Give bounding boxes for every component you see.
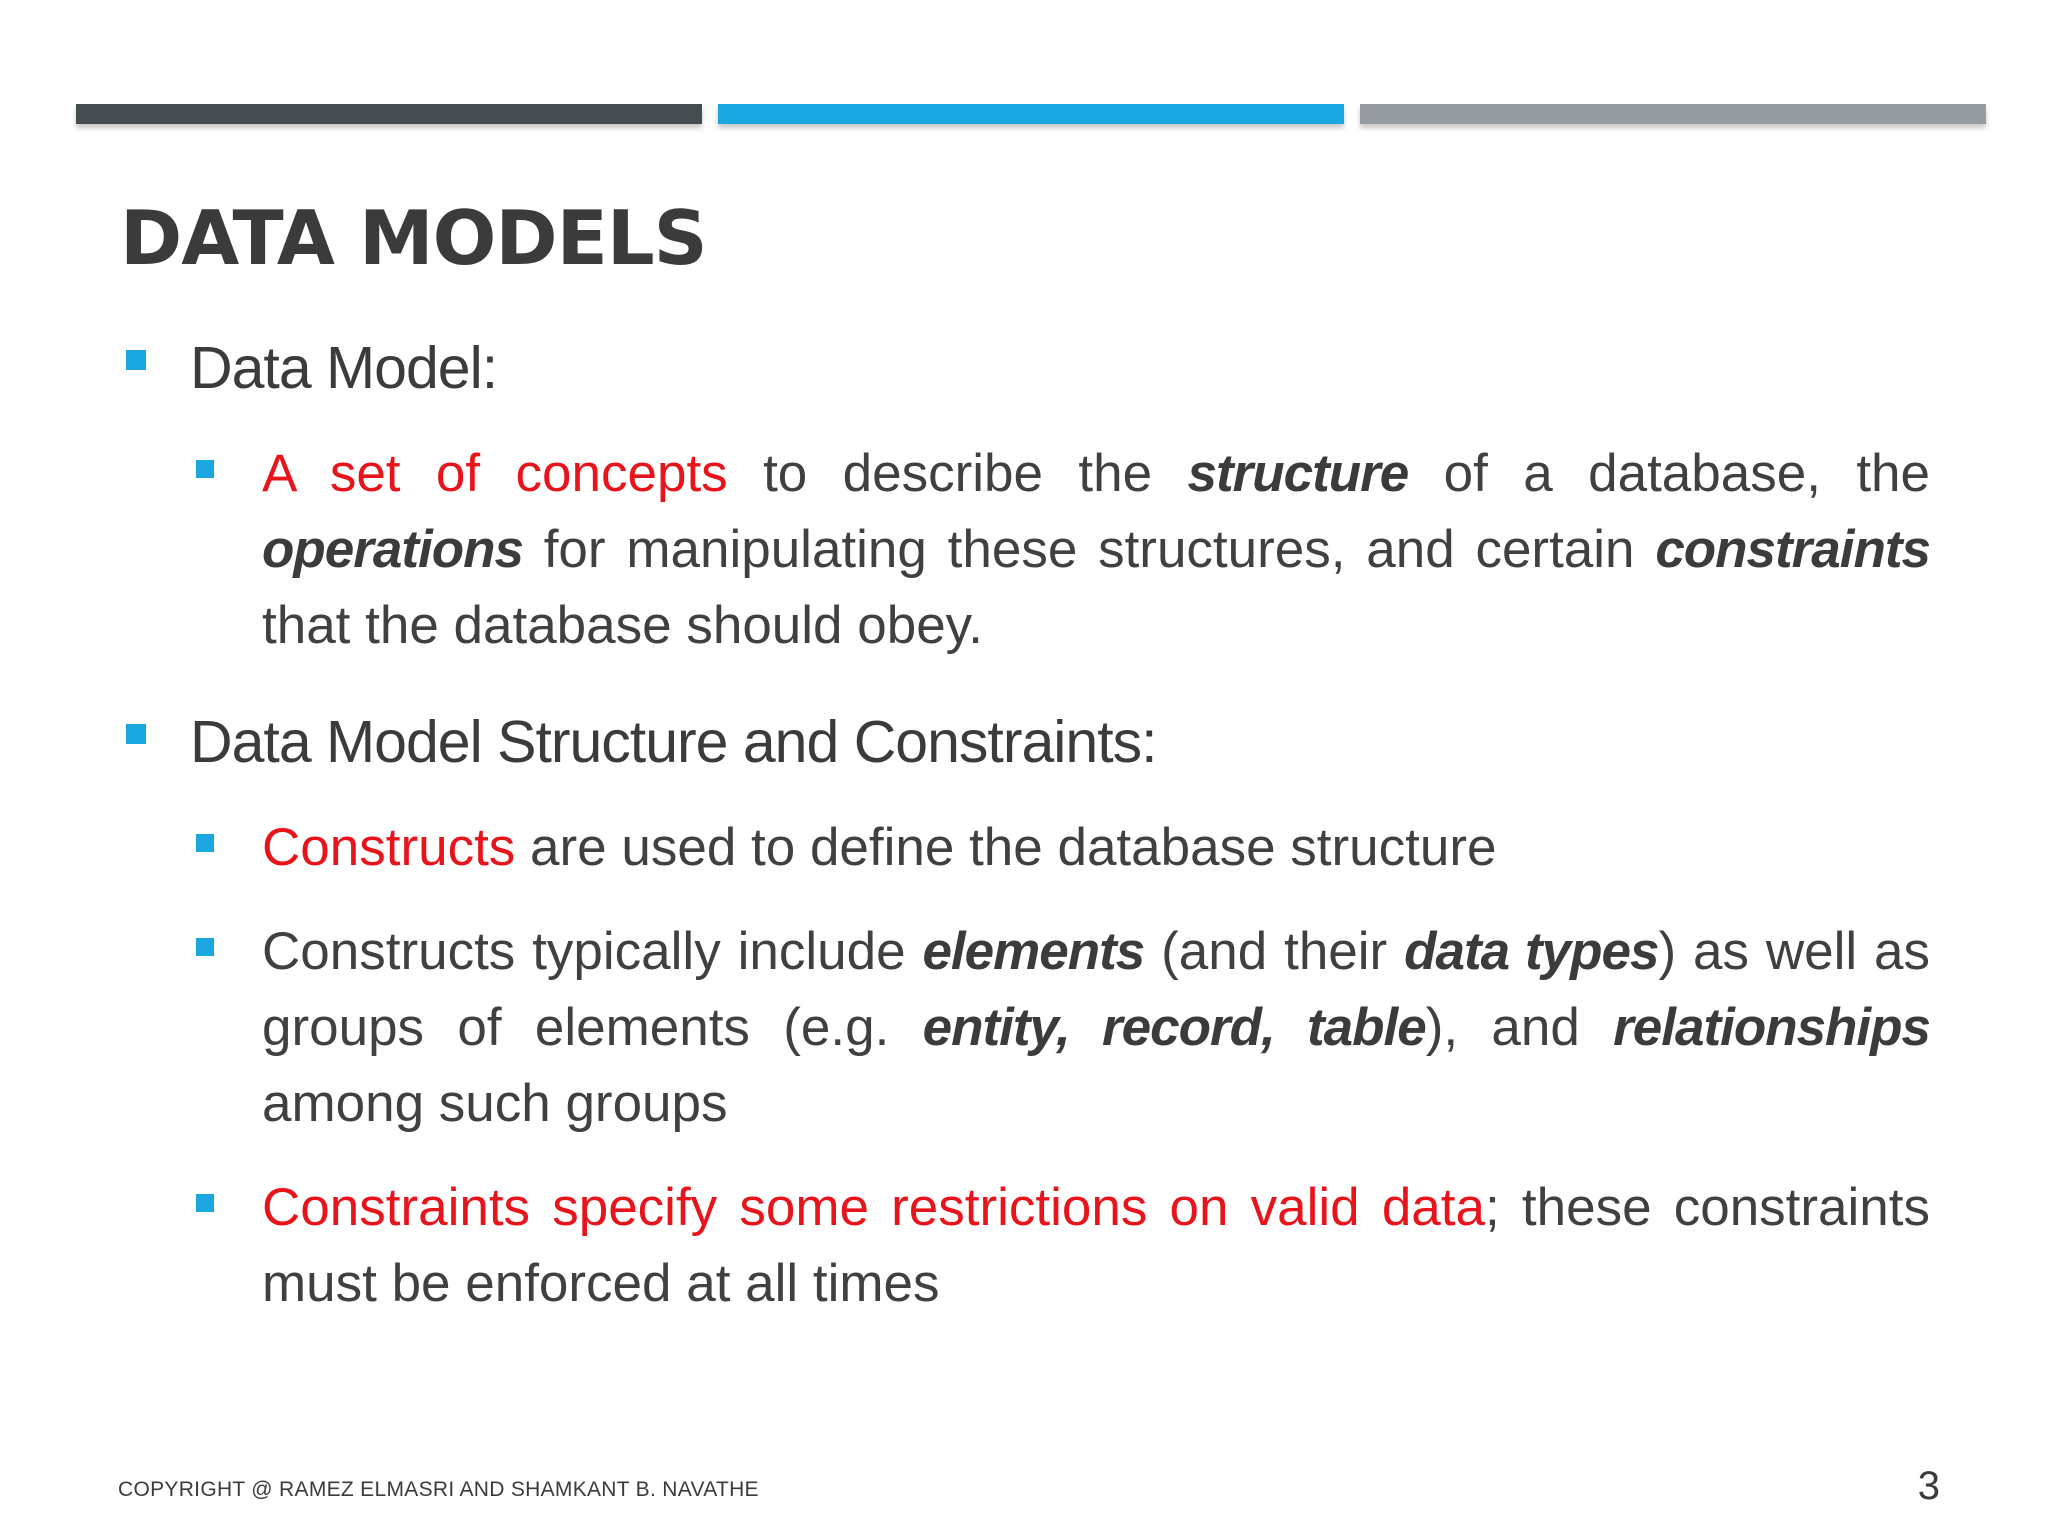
highlight-text: Constructs	[262, 818, 516, 877]
footer-copyright: COPYRIGHT @ RAMEZ ELMASRI AND SHAMKANT B. NAVATHE	[118, 1478, 759, 1501]
emphasis-text: operations	[262, 520, 523, 579]
body-text: (and their	[1144, 922, 1405, 981]
sub-bullet-constructs	[190, 810, 1930, 886]
highlight-text: Constraints specify some restrictions on valid data	[262, 1178, 1485, 1237]
bullet-square-icon	[196, 1194, 214, 1212]
bullet-square-icon	[196, 834, 214, 852]
bullet-data-model	[120, 328, 1930, 408]
bullet-heading: Data Model Structure and Constraints:	[190, 709, 1157, 775]
bullet-square-icon	[196, 460, 214, 478]
emphasis-text: data types	[1404, 922, 1659, 981]
bullet-square-icon	[196, 938, 214, 956]
body-text: to describe the	[727, 444, 1188, 503]
body-text: ), and	[1425, 998, 1614, 1057]
header-bar-dark	[76, 104, 702, 124]
sub-bullet-constructs-include	[190, 914, 1930, 1142]
header-bar-gray	[1360, 104, 1986, 124]
body-text: among such groups	[262, 1074, 728, 1133]
header-bar-blue	[718, 104, 1344, 124]
bullet-square-icon	[126, 350, 146, 370]
emphasis-text: elements	[922, 922, 1145, 981]
slide-title: DATA MODELS	[120, 194, 707, 282]
body-text: for manipulating these structures, and certain	[522, 520, 1656, 579]
sub-bullet-constraints	[190, 1170, 1930, 1322]
body-text: that the database should obey.	[262, 596, 983, 655]
emphasis-text: entity, record, table	[922, 998, 1426, 1057]
emphasis-text: constraints	[1655, 520, 1930, 579]
body-text: of a database, the	[1408, 444, 1931, 503]
body-text: are used to define the database structure	[515, 818, 1497, 877]
highlight-text: A set of concepts	[262, 444, 728, 503]
header-decoration-bars	[76, 104, 1986, 124]
emphasis-text: structure	[1187, 444, 1409, 503]
bullet-square-icon	[126, 724, 146, 744]
body-text: Constructs typically include	[262, 922, 923, 981]
body-text: ; these constraints must be enforced at all times	[262, 1178, 1931, 1313]
bullet-heading: Data Model:	[190, 335, 498, 401]
bullet-structure-constraints	[120, 702, 1930, 782]
emphasis-text: relationships	[1613, 998, 1930, 1057]
body-text: ) as well as groups of elements (e.g.	[262, 922, 1931, 1057]
sub-bullet-definition	[190, 436, 1930, 664]
slide-body	[120, 328, 1930, 1350]
page-number: 3	[1917, 1464, 1940, 1508]
